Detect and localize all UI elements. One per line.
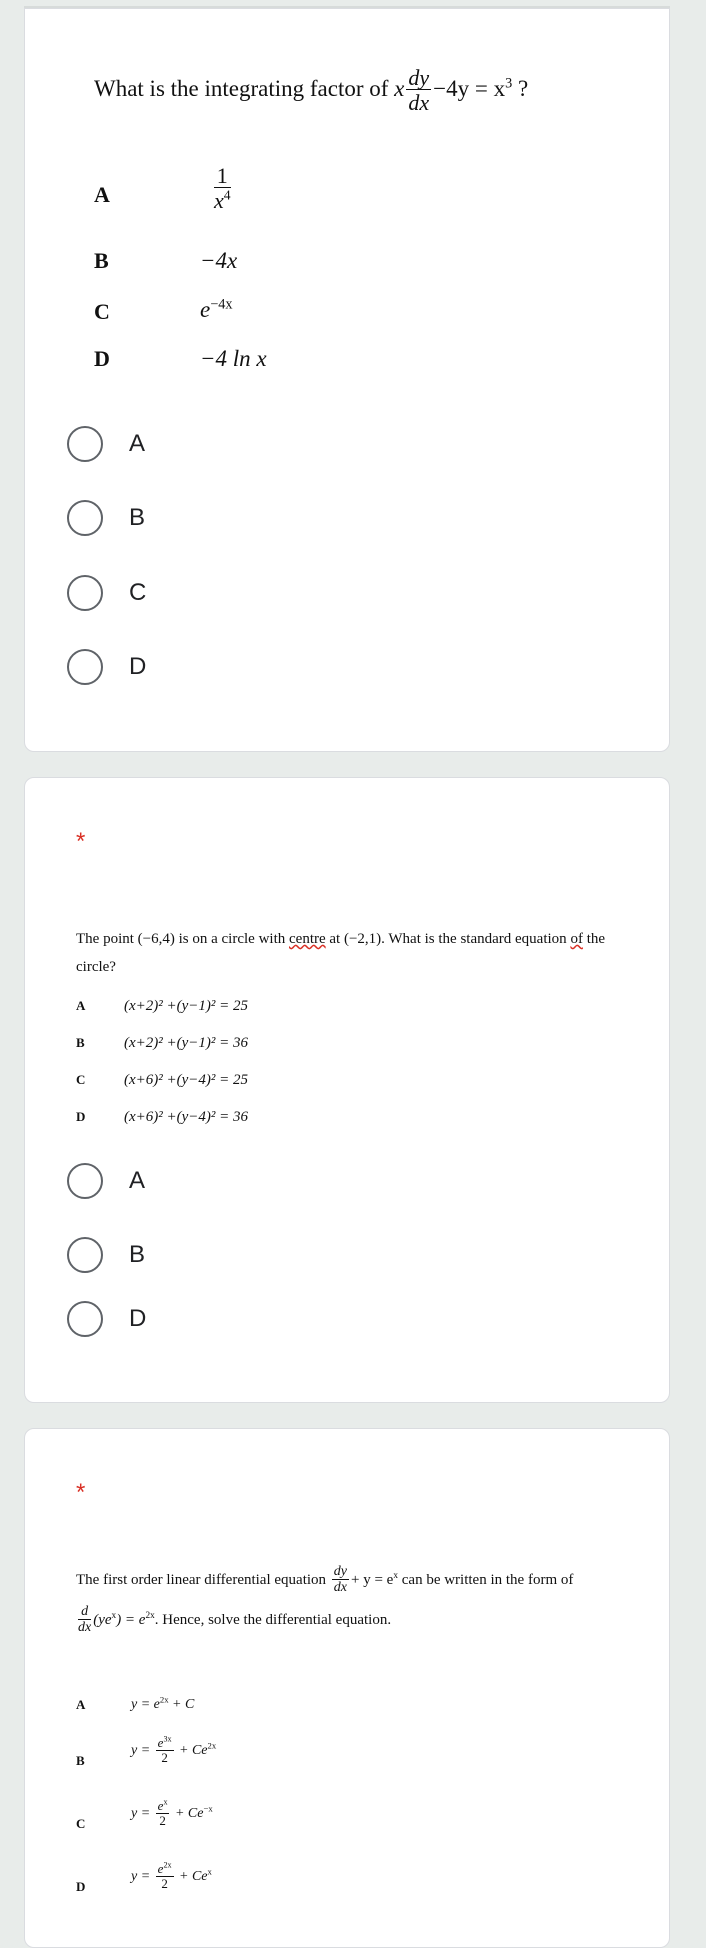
required-asterisk: * bbox=[76, 828, 86, 855]
question-1-text: What is the integrating factor of x $\frac{dy}{dx}$ $-4y = x^3$ ? bbox=[94, 65, 529, 116]
q2-radio-d[interactable]: D bbox=[67, 1299, 146, 1339]
radio-circle[interactable] bbox=[67, 575, 103, 611]
q1-radio-a[interactable]: A bbox=[67, 424, 145, 464]
q2-radio-b[interactable]: B bbox=[67, 1235, 145, 1275]
question-card-3: * The first order linear differential equation $\frac{dy}{dx}$ + $y = e^x$ can be written in the form of $\frac{d}{dx}$ $(ye^x) = e^{2x}$. Hence, solve the differential equation. A $y = e^{2x} + C$ B y = $\frac{e^{3x}}{2}$ + $Ce^{2x}$ C y = $\frac{e^x}{2}$ + $Ce^{-x}$ D y = $\frac{e^{2x}}{2}$ + $Ce^x$ bbox=[24, 1428, 670, 1948]
radio-circle[interactable] bbox=[67, 1163, 103, 1199]
top-strip bbox=[0, 0, 706, 8]
q1-radio-c[interactable]: C bbox=[67, 573, 146, 613]
question-3-text: The first order linear differential equation $\frac{dy}{dx}$ + $y = e^x$ can be written in the form of $\frac{d}{dx}$ $(ye^x) = e^{2x}$. Hence, solve the differential equation. bbox=[76, 1563, 574, 1636]
radio-circle[interactable] bbox=[67, 649, 103, 685]
required-asterisk: * bbox=[76, 1479, 86, 1506]
radio-circle[interactable] bbox=[67, 1237, 103, 1273]
q1-radio-d[interactable]: D bbox=[67, 647, 146, 687]
q2-radio-a[interactable]: A bbox=[67, 1161, 145, 1201]
q1-radio-b[interactable]: B bbox=[67, 498, 145, 538]
radio-circle[interactable] bbox=[67, 426, 103, 462]
question-card-2: * The point (−6,4) is on a circle with centre at (−2,1). What is the standard equation of the circle? A (x+2)² +(y−1)² = 25 B (x+2)² +(y−1)² = 36 C (x+6)² +(y−4)² = 25 D (x+6)² +(y−4)² = 36 A B D bbox=[24, 777, 670, 1403]
radio-circle[interactable] bbox=[67, 1301, 103, 1337]
question-1-equation: x $\frac{dy}{dx}$ $-4y = x^3$ bbox=[394, 65, 513, 116]
radio-circle[interactable] bbox=[67, 500, 103, 536]
question-2-text: The point (−6,4) is on a circle with centre at (−2,1). What is the standard equation of the circle? bbox=[76, 931, 606, 975]
question-card-1: What is the integrating factor of x $\frac{dy}{dx}$ $-4y = x^3$ ? A $\frac{1}{x^4}$ B −4x C $e^{-4x}$ D −4 ln x A B C D bbox=[24, 8, 670, 752]
